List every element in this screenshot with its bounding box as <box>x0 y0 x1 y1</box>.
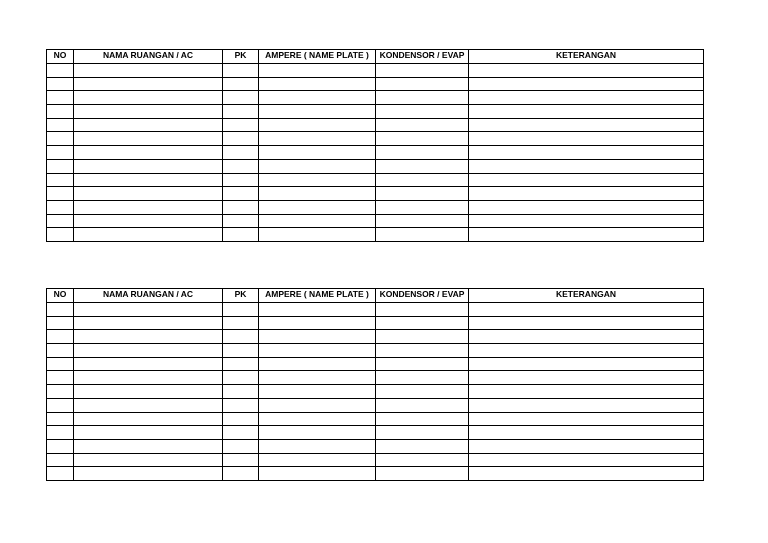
table-row <box>47 371 704 385</box>
cell-notes <box>469 344 704 358</box>
cell-notes <box>469 426 704 440</box>
cell-condenser-evap <box>376 467 469 481</box>
cell-room-name <box>74 228 223 242</box>
cell-ampere <box>259 159 376 173</box>
table-row <box>47 453 704 467</box>
table-row <box>47 64 704 78</box>
table-row <box>47 132 704 146</box>
cell-ampere <box>259 303 376 317</box>
cell-no <box>47 105 74 119</box>
cell-condenser-evap <box>376 439 469 453</box>
cell-pk <box>223 439 259 453</box>
cell-condenser-evap <box>376 105 469 119</box>
cell-condenser-evap <box>376 385 469 399</box>
cell-room-name <box>74 132 223 146</box>
cell-condenser-evap <box>376 412 469 426</box>
table-row <box>47 330 704 344</box>
cell-room-name <box>74 118 223 132</box>
cell-room-name <box>74 426 223 440</box>
inspection-table-2 <box>46 288 704 481</box>
cell-ampere <box>259 132 376 146</box>
table-row <box>47 303 704 317</box>
cell-notes <box>469 200 704 214</box>
table-row <box>47 105 704 119</box>
cell-pk <box>223 453 259 467</box>
cell-no <box>47 439 74 453</box>
inspection-table-1 <box>46 49 704 242</box>
cell-condenser-evap <box>376 357 469 371</box>
cell-condenser-evap <box>376 214 469 228</box>
cell-room-name <box>74 146 223 160</box>
table-row <box>47 467 704 481</box>
cell-pk <box>223 200 259 214</box>
cell-notes <box>469 214 704 228</box>
cell-no <box>47 453 74 467</box>
cell-no <box>47 77 74 91</box>
cell-pk <box>223 371 259 385</box>
cell-ampere <box>259 200 376 214</box>
cell-no <box>47 173 74 187</box>
cell-no <box>47 330 74 344</box>
cell-room-name <box>74 439 223 453</box>
cell-condenser-evap <box>376 344 469 358</box>
cell-condenser-evap <box>376 316 469 330</box>
header-no: NO <box>47 289 74 303</box>
cell-ampere <box>259 330 376 344</box>
cell-no <box>47 159 74 173</box>
cell-no <box>47 303 74 317</box>
cell-condenser-evap <box>376 159 469 173</box>
header-room-name: NAMA RUANGAN / AC <box>74 50 223 64</box>
cell-condenser-evap <box>376 200 469 214</box>
cell-no <box>47 398 74 412</box>
cell-ampere <box>259 146 376 160</box>
cell-ampere <box>259 467 376 481</box>
cell-room-name <box>74 173 223 187</box>
cell-no <box>47 412 74 426</box>
table-row <box>47 173 704 187</box>
cell-notes <box>469 77 704 91</box>
cell-no <box>47 118 74 132</box>
cell-notes <box>469 105 704 119</box>
cell-pk <box>223 173 259 187</box>
table-row <box>47 200 704 214</box>
cell-pk <box>223 159 259 173</box>
cell-ampere <box>259 214 376 228</box>
cell-pk <box>223 426 259 440</box>
table-row <box>47 118 704 132</box>
cell-room-name <box>74 316 223 330</box>
cell-no <box>47 344 74 358</box>
cell-ampere <box>259 371 376 385</box>
cell-condenser-evap <box>376 371 469 385</box>
cell-pk <box>223 385 259 399</box>
cell-condenser-evap <box>376 330 469 344</box>
header-room-name: NAMA RUANGAN / AC <box>74 289 223 303</box>
cell-condenser-evap <box>376 398 469 412</box>
cell-condenser-evap <box>376 132 469 146</box>
cell-notes <box>469 439 704 453</box>
cell-condenser-evap <box>376 426 469 440</box>
cell-no <box>47 385 74 399</box>
table-row <box>47 357 704 371</box>
cell-condenser-evap <box>376 118 469 132</box>
cell-no <box>47 200 74 214</box>
cell-no <box>47 371 74 385</box>
cell-condenser-evap <box>376 146 469 160</box>
cell-ampere <box>259 426 376 440</box>
cell-ampere <box>259 187 376 201</box>
cell-notes <box>469 467 704 481</box>
table-row <box>47 385 704 399</box>
cell-room-name <box>74 105 223 119</box>
cell-condenser-evap <box>376 91 469 105</box>
table-row <box>47 159 704 173</box>
cell-condenser-evap <box>376 173 469 187</box>
cell-no <box>47 146 74 160</box>
table-row <box>47 316 704 330</box>
cell-pk <box>223 412 259 426</box>
cell-pk <box>223 357 259 371</box>
cell-ampere <box>259 439 376 453</box>
cell-pk <box>223 330 259 344</box>
cell-no <box>47 91 74 105</box>
cell-ampere <box>259 453 376 467</box>
table-body <box>47 303 704 481</box>
cell-pk <box>223 146 259 160</box>
cell-notes <box>469 357 704 371</box>
table-row <box>47 146 704 160</box>
table-row <box>47 77 704 91</box>
cell-condenser-evap <box>376 453 469 467</box>
cell-room-name <box>74 453 223 467</box>
cell-pk <box>223 303 259 317</box>
cell-ampere <box>259 412 376 426</box>
cell-notes <box>469 371 704 385</box>
cell-notes <box>469 159 704 173</box>
cell-no <box>47 316 74 330</box>
cell-pk <box>223 132 259 146</box>
cell-pk <box>223 77 259 91</box>
cell-no <box>47 64 74 78</box>
header-notes: KETERANGAN <box>469 50 704 64</box>
cell-room-name <box>74 214 223 228</box>
header-no: NO <box>47 50 74 64</box>
cell-no <box>47 357 74 371</box>
cell-ampere <box>259 228 376 242</box>
cell-notes <box>469 91 704 105</box>
cell-ampere <box>259 344 376 358</box>
cell-room-name <box>74 200 223 214</box>
cell-condenser-evap <box>376 187 469 201</box>
cell-room-name <box>74 371 223 385</box>
cell-room-name <box>74 385 223 399</box>
cell-no <box>47 214 74 228</box>
cell-pk <box>223 105 259 119</box>
header-condenser-evap: KONDENSOR / EVAP <box>376 50 469 64</box>
cell-condenser-evap <box>376 64 469 78</box>
cell-ampere <box>259 77 376 91</box>
cell-pk <box>223 344 259 358</box>
cell-notes <box>469 173 704 187</box>
cell-ampere <box>259 398 376 412</box>
header-notes: KETERANGAN <box>469 289 704 303</box>
cell-pk <box>223 91 259 105</box>
cell-condenser-evap <box>376 77 469 91</box>
table-row <box>47 214 704 228</box>
cell-no <box>47 132 74 146</box>
cell-pk <box>223 214 259 228</box>
cell-room-name <box>74 344 223 358</box>
table-row <box>47 412 704 426</box>
cell-pk <box>223 187 259 201</box>
table-row <box>47 426 704 440</box>
cell-ampere <box>259 316 376 330</box>
cell-room-name <box>74 412 223 426</box>
cell-pk <box>223 228 259 242</box>
cell-notes <box>469 385 704 399</box>
cell-notes <box>469 453 704 467</box>
header-ampere: AMPERE ( NAME PLATE ) <box>259 289 376 303</box>
table-row <box>47 228 704 242</box>
table-row <box>47 398 704 412</box>
cell-room-name <box>74 159 223 173</box>
cell-ampere <box>259 105 376 119</box>
cell-notes <box>469 146 704 160</box>
cell-pk <box>223 118 259 132</box>
header-pk: PK <box>223 289 259 303</box>
cell-ampere <box>259 357 376 371</box>
cell-notes <box>469 330 704 344</box>
cell-notes <box>469 187 704 201</box>
cell-room-name <box>74 77 223 91</box>
table-row <box>47 439 704 453</box>
cell-notes <box>469 316 704 330</box>
cell-ampere <box>259 173 376 187</box>
cell-condenser-evap <box>376 303 469 317</box>
cell-room-name <box>74 357 223 371</box>
cell-notes <box>469 228 704 242</box>
cell-no <box>47 467 74 481</box>
cell-no <box>47 187 74 201</box>
cell-room-name <box>74 187 223 201</box>
cell-notes <box>469 412 704 426</box>
cell-no <box>47 426 74 440</box>
cell-room-name <box>74 64 223 78</box>
cell-notes <box>469 132 704 146</box>
header-condenser-evap: KONDENSOR / EVAP <box>376 289 469 303</box>
cell-notes <box>469 398 704 412</box>
cell-notes <box>469 303 704 317</box>
cell-room-name <box>74 91 223 105</box>
cell-ampere <box>259 91 376 105</box>
cell-room-name <box>74 303 223 317</box>
cell-room-name <box>74 467 223 481</box>
table-row <box>47 91 704 105</box>
table-body <box>47 64 704 242</box>
cell-notes <box>469 64 704 78</box>
header-ampere: AMPERE ( NAME PLATE ) <box>259 50 376 64</box>
table-row <box>47 344 704 358</box>
header-row <box>47 50 704 64</box>
cell-ampere <box>259 118 376 132</box>
cell-room-name <box>74 398 223 412</box>
header-pk: PK <box>223 50 259 64</box>
cell-ampere <box>259 64 376 78</box>
header-row <box>47 289 704 303</box>
cell-notes <box>469 118 704 132</box>
cell-room-name <box>74 330 223 344</box>
cell-pk <box>223 467 259 481</box>
table-row <box>47 187 704 201</box>
cell-ampere <box>259 385 376 399</box>
cell-pk <box>223 398 259 412</box>
cell-condenser-evap <box>376 228 469 242</box>
cell-no <box>47 228 74 242</box>
cell-pk <box>223 64 259 78</box>
cell-pk <box>223 316 259 330</box>
